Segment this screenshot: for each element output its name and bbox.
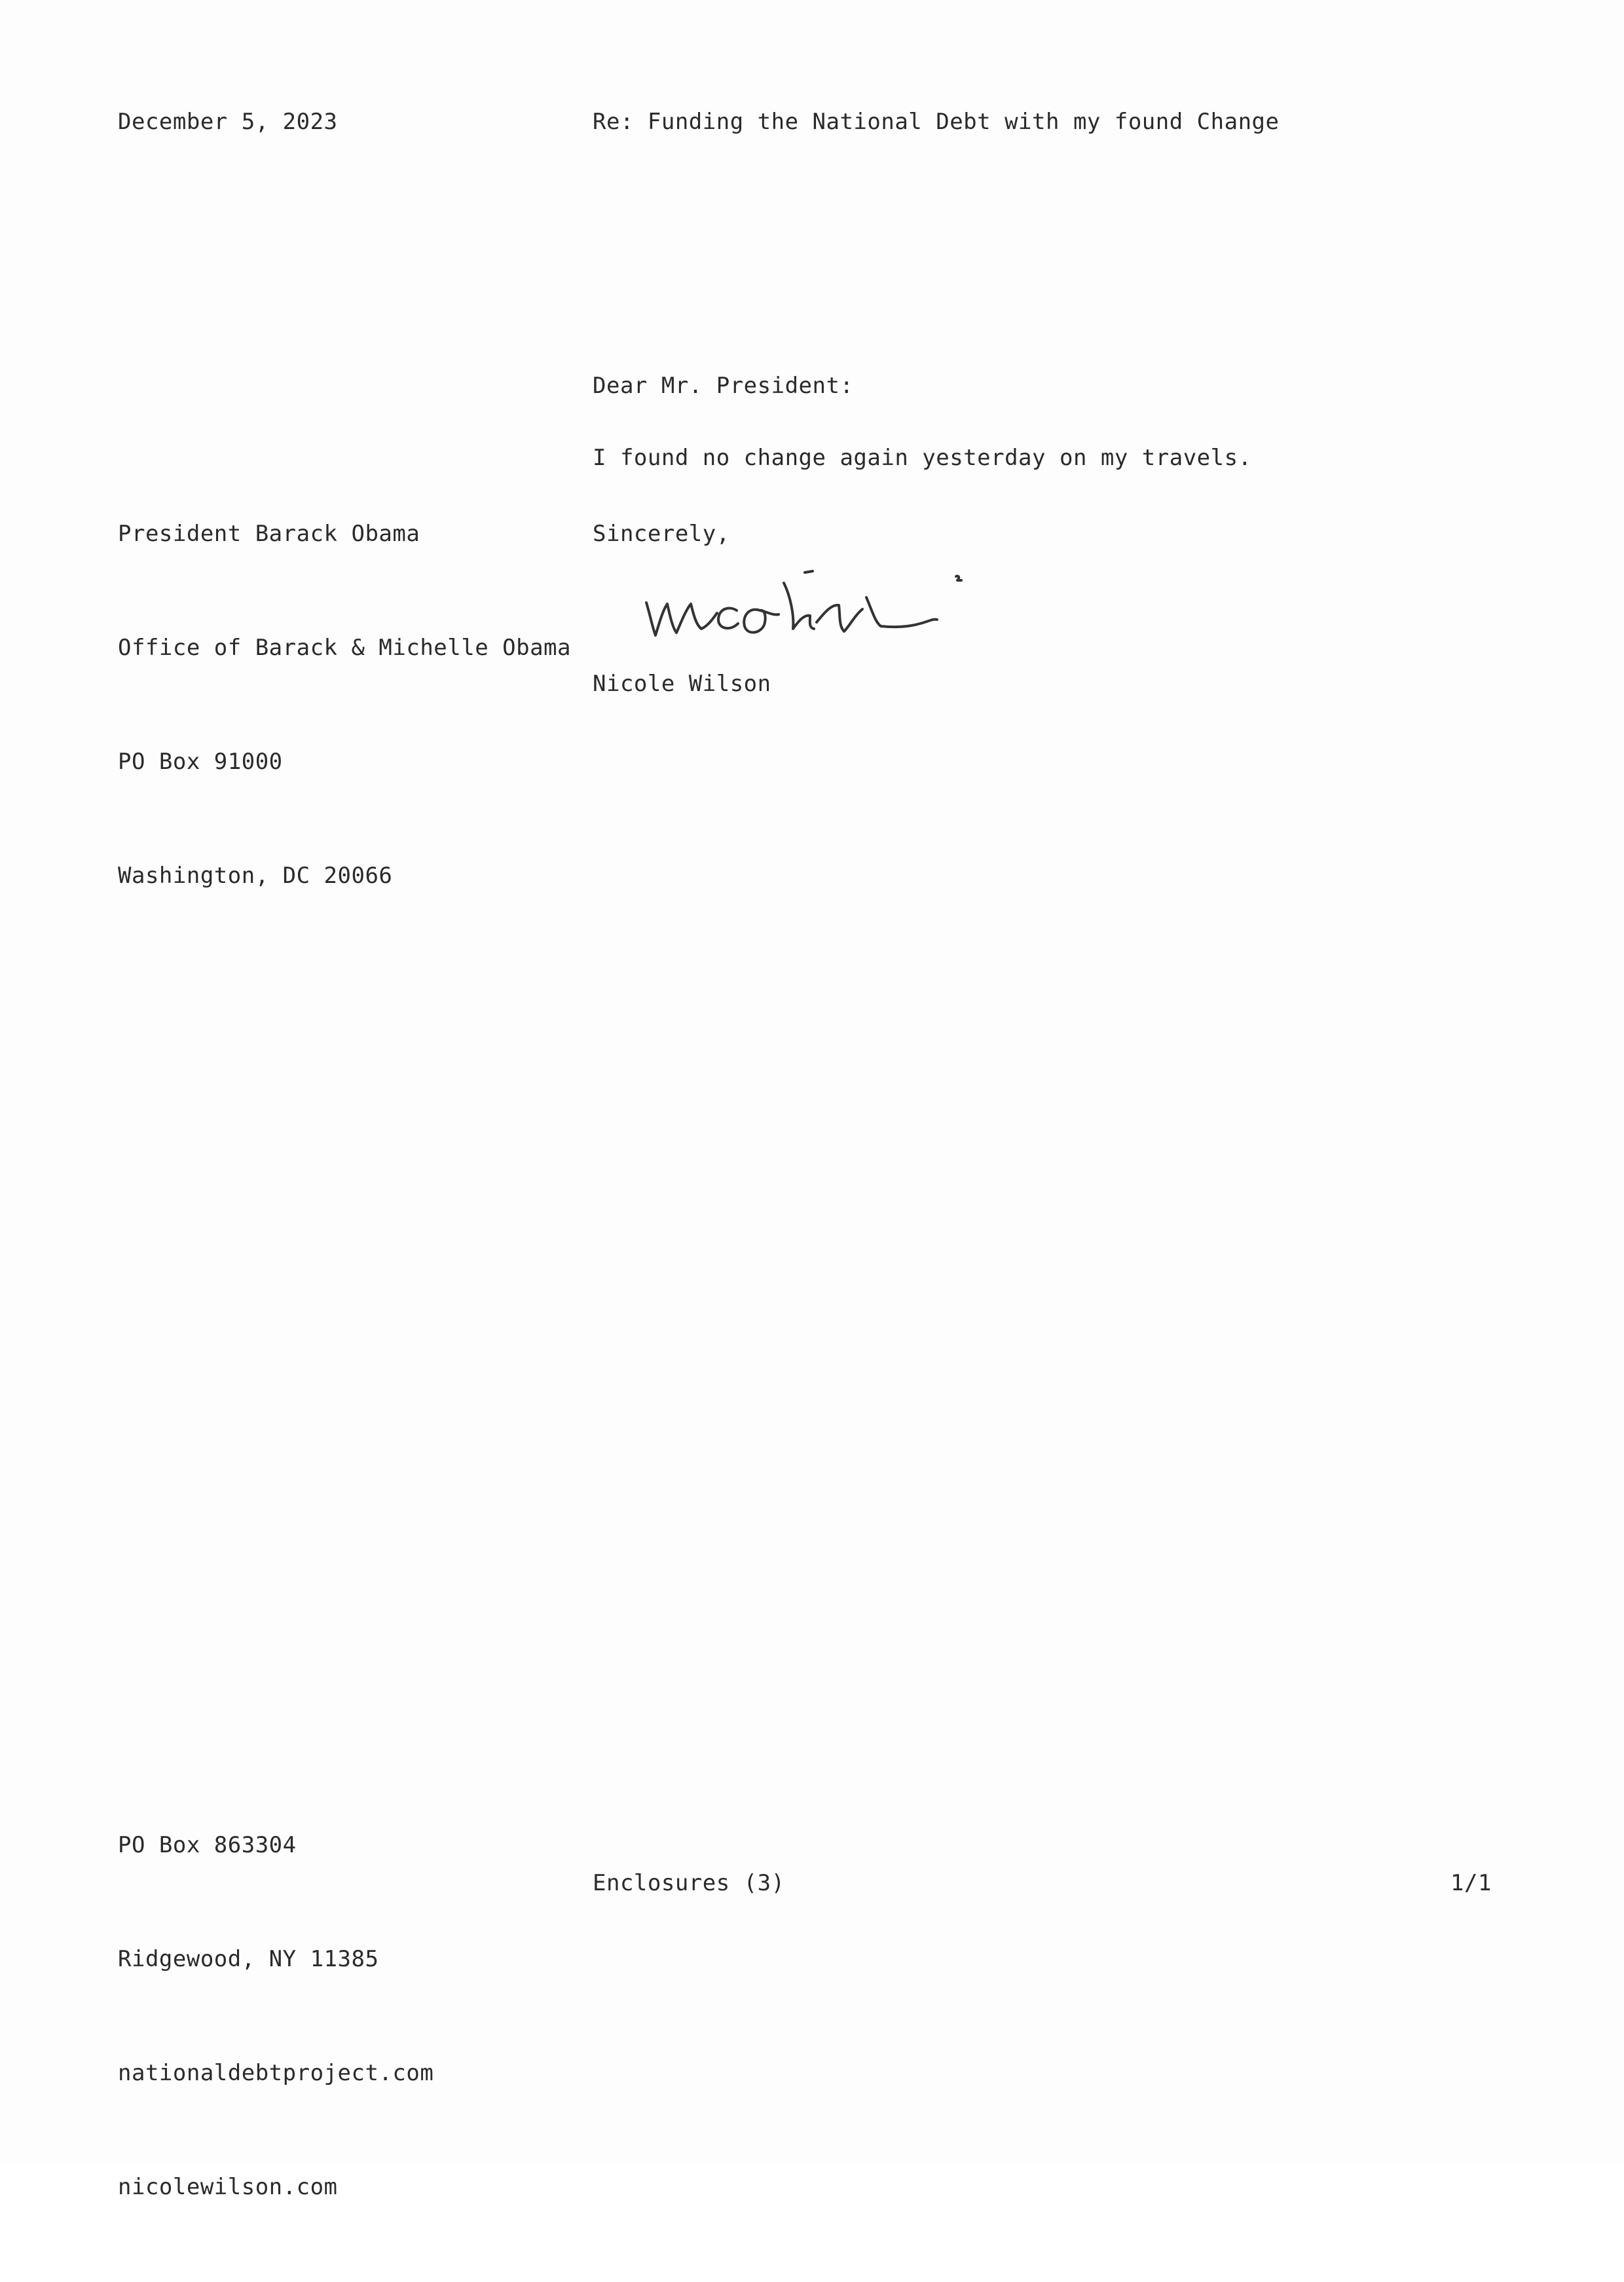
- recipient-line: President Barack Obama: [118, 521, 420, 547]
- sender-address: [118, 1750, 434, 2282]
- enclosures-note: Enclosures (3): [593, 1870, 785, 1896]
- page-number: 1/1: [1450, 1870, 1492, 1896]
- recipient-address: [118, 439, 571, 971]
- sender-line: Ridgewood, NY 11385: [118, 1946, 379, 1972]
- recipient-line: Washington, DC 20066: [118, 863, 393, 889]
- sender-line: PO Box 863304: [118, 1832, 297, 1858]
- salutation: Dear Mr. President:: [593, 373, 854, 399]
- signature-icon: [645, 563, 999, 655]
- letter-body: I found no change again yesterday on my travels.: [593, 445, 1252, 471]
- sender-line: nicolewilson.com: [118, 2174, 338, 2200]
- closing: Sincerely,: [593, 521, 730, 547]
- letter-date: December 5, 2023: [118, 109, 338, 135]
- signer-name: Nicole Wilson: [593, 671, 771, 697]
- letter-subject: Re: Funding the National Debt with my found Change: [593, 109, 1280, 135]
- recipient-line: Office of Barack & Michelle Obama: [118, 635, 572, 661]
- recipient-line: PO Box 91000: [118, 749, 283, 775]
- sender-line: nationaldebtproject.com: [118, 2060, 434, 2086]
